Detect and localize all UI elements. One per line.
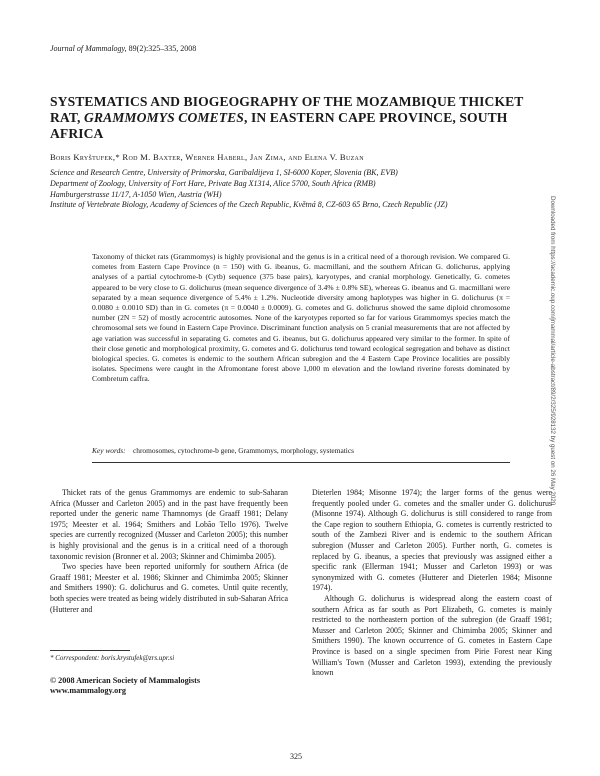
body-column-left: [50, 488, 288, 615]
affiliations: [50, 168, 550, 211]
abstract: [92, 252, 510, 385]
body-paragraph: Two species have been reported uniformly for southern Africa (de Graaff 1981; Meester et al. 1986; Skinner and Chimimba 2005; Skinner and Smithers 1990): G. dolichurus and G. cometes. Until quite recently, both species were treated as being widely distributed in sub-Saharan Africa (Hutterer and: [50, 562, 288, 614]
download-watermark: Downloaded from https://academic.oup.com/jmammal/article-abstract/89/2/325/928132 by guest on 26 May 2020: [549, 196, 556, 506]
keywords-divider: [92, 462, 510, 463]
keywords-label: Key words:: [92, 446, 126, 455]
body-paragraph: Dieterlen 1984; Misonne 1974); the larger forms of the genus were frequently pooled under G. cometes and the smaller under G. dolichurus (Misonne 1974). Although G. dolichurus is still considered to range from the Cape region to southern Ethiopia, G. cometes is currently restricted to south of the Zambezi River and is endemic to the southern African subregion (Musser and Carleton 2005). Further north, G. cometes is replaced by G. ibeanus, a species that previously was assigned either a specific rank (Ellerman 1941; Musser and Carleton 1993) or was synonymized with G. cometes (Hutterer and Dieterlen 1984; Misonne 1974).: [312, 488, 552, 593]
author-list: [50, 152, 550, 162]
copyright: [50, 676, 200, 696]
copyright-line: © 2008 American Society of Mammalogists: [50, 676, 201, 685]
article-title: [50, 94, 550, 142]
journal-name: Journal of Mammalogy,: [50, 44, 127, 53]
footnote-divider: [50, 650, 130, 651]
affiliation: Institute of Vertebrate Biology, Academy of Sciences of the Czech Republic, Květná 8, CZ-603 65 Brno, Czech Republic (JZ): [50, 200, 448, 210]
authors-text: Boris Kryštufek,* Rod M. Baxter, Werner Haberl, Jan Zima, and Elena V. Buzan: [50, 152, 364, 162]
body-column-right: [312, 488, 552, 679]
journal-url[interactable]: www.mammalogy.org: [50, 686, 126, 695]
title-part2: , IN EASTERN CAPE PROVINCE, SOUTH AFRICA: [50, 110, 508, 141]
correspondent-footnote: [50, 654, 174, 662]
journal-citation: 89(2):325–335, 2008: [126, 44, 197, 53]
affiliation: Hamburgerstrasse 11/17, A-1050 Wien, Austria (WH): [50, 189, 222, 199]
keywords: [92, 446, 510, 455]
title-part1: SYSTEMATICS AND BIOGEOGRAPHY OF THE MOZAMBIQUE THICKET RAT,: [50, 94, 524, 125]
affiliation: Department of Zoology, University of Fort Hare, Private Bag X1314, Alice 5700, South Africa (RMB): [50, 178, 376, 188]
page-number: 325: [290, 752, 302, 761]
title-species: GRAMMOMYS COMETES: [83, 110, 244, 125]
abstract-text: Taxonomy of thicket rats (Grammomys) is highly provisional and the genus is in a critical need of a thorough revision. We compared G. cometes from Eastern Cape Province (n = 150) with G. ibeanus, G. macmillani, and the southern African G. dolichurus, applying analyses of a partial cytochrome-b (Cytb) sequence (375 base pairs), karyotypes, and cranial morphology. Genetically, G. cometes appeared to be very close to G. dolichurus (mean sequence divergence of 3.4% ± 0.8% SE), whereas G. ibeanus and G. macmillani were separated by a mean sequence divergence of 5.4% ± 1.2%. Nucleotide diversity among haplotypes was higher in G. dolichurus (π = 0.0080 ± 0.0010 SD) than in G. cometes (π = 0.0040 ± 0.0009). G. cometes and G. dolichurus showed the same diploid chromosome number (2N = 52) of mostly acrocentric autosomes. None of the karyotypes reported so far for various Grammomys species match the chromosomal sets we found in Eastern Cape Province. Discriminant function analysis on 5 cranial measurements that are not affected by age variation was successful in separating G. cometes and G. ibeanus, but G. dolichurus appeared very similar to the former. In spite of their close genetic and morphological proximity, G. cometes and G. dolichurus tend toward ecological segregation and behave as distinct biological species. G. cometes is endemic to the southern African subregion and the 4 Eastern Cape Province localities are possibly isolates. Specimens were caught in the Afromontane forest above 1,000 m elevation and the lowland riverine forests dominated by Combretum caffra.: [92, 252, 510, 384]
journal-header: [50, 44, 196, 53]
affiliation: Science and Research Centre, University of Primorska, Garibaldijeva 1, SI-6000 Koper, Slovenia (BK, EVB): [50, 168, 398, 177]
body-paragraph: Although G. dolichurus is widespread along the eastern coast of southern Africa as far south as Port Elizabeth, G. cometes is mainly restricted to the northeastern portion of the subregion (de Graaff 1981; Musser and Carleton 2005; Skinner and Chimimba 2005; Skinner and Smithers 1990). The known occurrence of G. cometes in Eastern Cape Province is based on a single specimen from Pirie Forest near King William's Town (Musser and Carleton 1993), extending the previously known: [312, 593, 552, 678]
keywords-text: chromosomes, cytochrome-b gene, Grammomys, morphology, systematics: [133, 446, 354, 455]
body-paragraph: Thicket rats of the genus Grammomys are endemic to sub-Saharan Africa (Musser and Carleton 2005) and in the past have frequently been reported under the generic name Thamnomys (de Graaff 1981; Delany 1975; Meester et al. 1964; Smithers and Lobão Tello 1976). Twelve species are currently recognized (Musser and Carleton 2005); this number is highly provisional and the genus is in a critical need of a thorough taxonomic revision (Bronner et al. 2003; Skinner and Chimimba 2005).: [50, 488, 288, 561]
footnote-text: * Correspondent: boris.krystufek@zrs.upr.si: [50, 654, 175, 662]
